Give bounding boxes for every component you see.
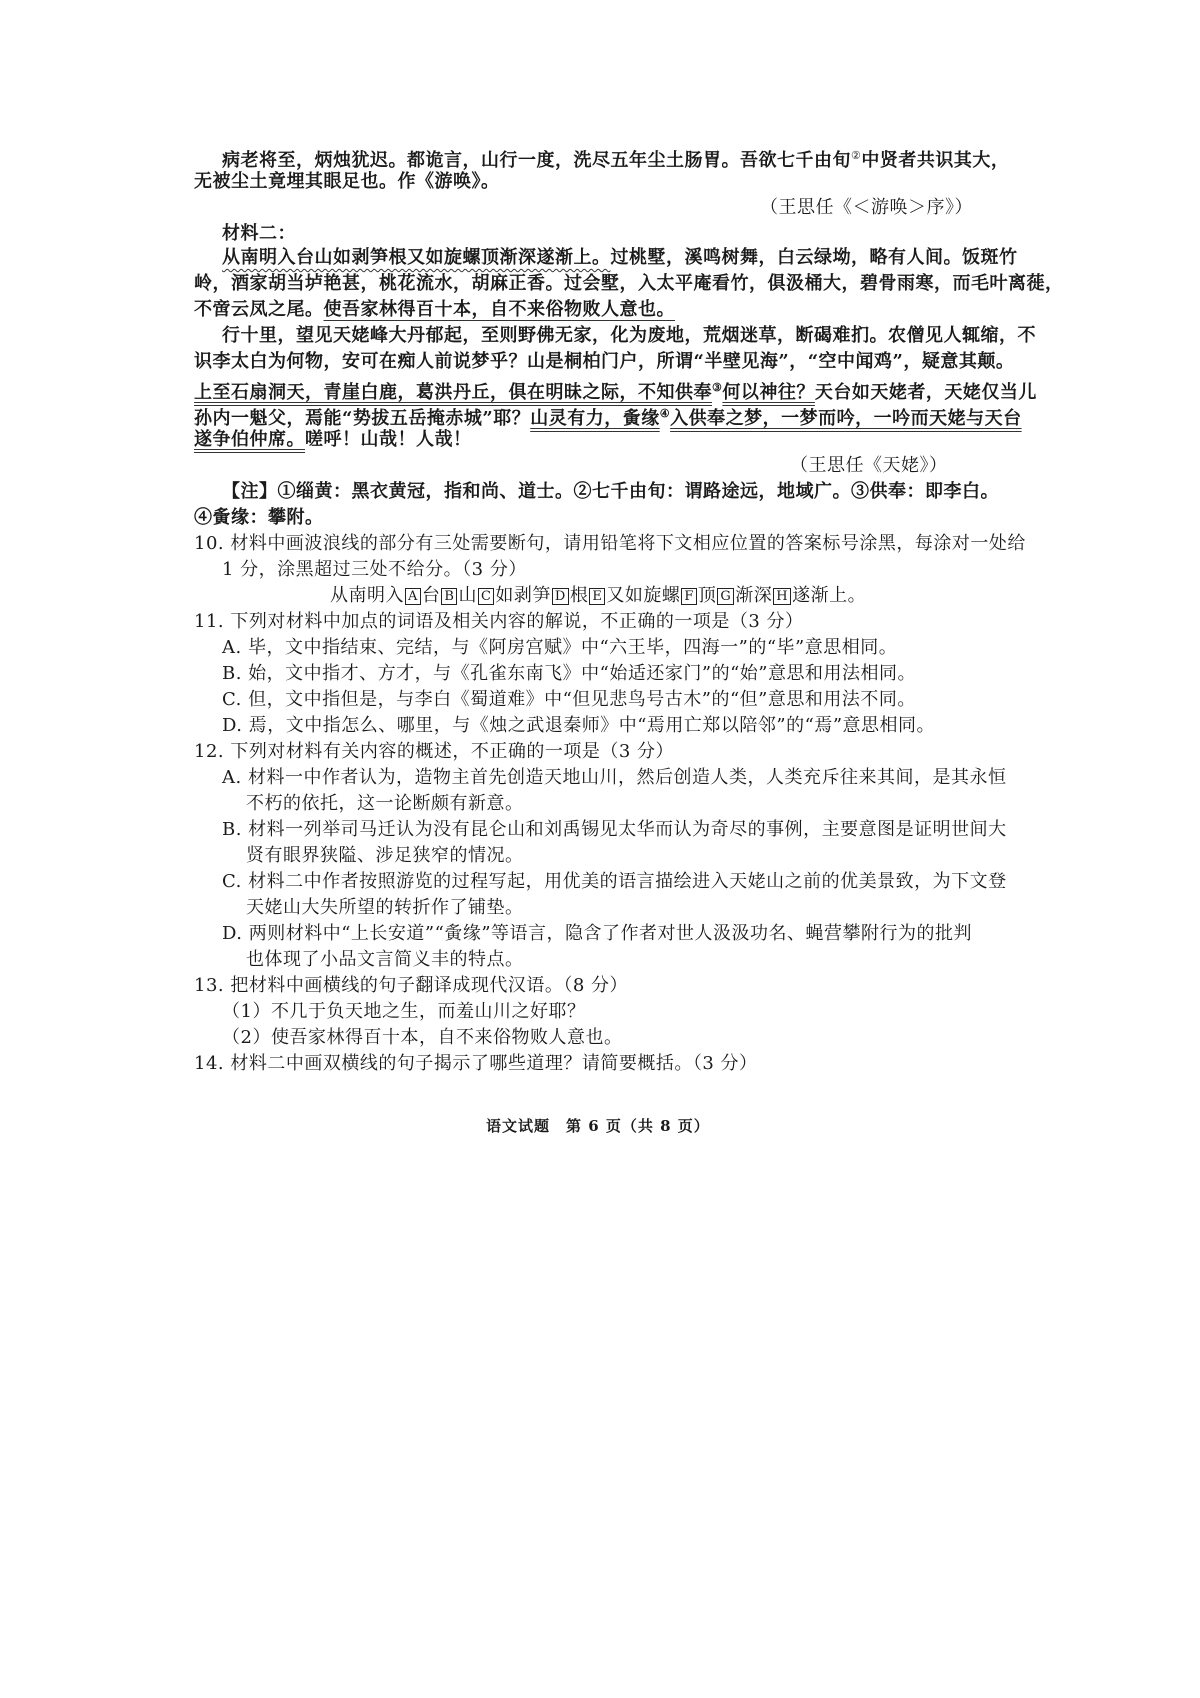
answer-mark-D[interactable]: D	[552, 588, 569, 605]
double-underline-2b: 入供奉之梦，一梦而吟，一吟而天姥与天台	[670, 408, 1022, 429]
material2-p1-line3-a: 不啻云凤之尾。	[194, 299, 324, 320]
material1-line2: 无被尘土竟埋其眼足也。作《游唤》。	[194, 171, 500, 192]
material2-source: （王思任《天姥》）	[790, 455, 948, 476]
material2-heading: 材料二：	[222, 223, 296, 244]
q12-option-a-line1[interactable]: A. 材料一中作者认为，造物主首先创造天地山川，然后创造人类，人类充斥往来其间，是其永恒	[222, 767, 1007, 788]
q10-seg-4: 根	[569, 585, 589, 606]
q10-seg-8: 遂渐上。	[792, 585, 867, 606]
q12-option-b-line1[interactable]: B. 材料一列举司马迁认为没有昆仑山和刘禹锡见太华而认为奇尽的事例，主要意图是证明世间大	[222, 819, 1007, 840]
q10-seg-6: 顶	[697, 585, 717, 606]
footnote-mark-2: ②	[851, 149, 862, 162]
q10-seg-7: 渐深	[735, 585, 773, 606]
material2-p1-line2: 岭，酒家胡当垆艳甚，桃花流水，胡麻正香。过会墅，入太平庵看竹，俱汲桶大，碧骨雨寒，而毛叶离蓰，	[194, 273, 1064, 294]
material2-p2-line2: 识李太白为何物，安可在痴人前说梦乎？山是桐柏门户，所谓“半壁见海”，“空中闻鸡”，疑意其颠。	[194, 351, 1015, 372]
q10-seg-3: 如剥笋	[495, 585, 551, 606]
q10-seg-2: 山	[458, 585, 477, 606]
q10-line2: 1 分，涂黑超过三处不给分。（3 分）	[222, 559, 527, 580]
q11-option-c[interactable]: C. 但，文中指但是，与李白《蜀道难》中“但见悲鸟号古木”的“但”意思和用法不同。	[222, 689, 916, 710]
material2-p1-line1	[222, 246, 1018, 270]
material2-p1-line1-rest: 过桃墅，溪鸣树舞，白云绿坳，略有人间。饭斑竹	[610, 247, 1018, 268]
footnote-mark-3: ③	[712, 381, 723, 394]
q12-stem: 12. 下列对材料有关内容的概述，不正确的一项是（3 分）	[194, 741, 675, 762]
q13-sentence-1: （1）不几于负天地之生，而羞山川之好耶？	[222, 1001, 586, 1022]
q11-option-d[interactable]: D. 焉，文中指怎么、哪里，与《烛之武退秦师》中“焉用亡郑以陪邻”的“焉”意思相同。	[222, 715, 936, 736]
q11-option-b[interactable]: B. 始，文中指才、方才，与《孔雀东南飞》中“始适还家门”的“始”意思和用法相同。	[222, 663, 916, 684]
q12-option-b-line2[interactable]: 贤有眼界狭隘、涉足狭窄的情况。	[246, 845, 524, 866]
q14-stem: 14. 材料二中画双横线的句子揭示了哪些道理？请简要概括。（3 分）	[194, 1053, 758, 1074]
material2-p2-line3	[194, 376, 1037, 405]
q12-option-d-line1[interactable]: D. 两则材料中“上长安道”“夤缘”等语言，隐含了作者对世人汲汲功名、蝇营攀附行为的批判	[222, 923, 973, 944]
double-underline-2c: 遂争伯仲席。	[194, 429, 305, 450]
answer-mark-F[interactable]: F	[681, 588, 697, 605]
page-footer: 语文试题 第 6 页（共 8 页）	[486, 1117, 710, 1135]
answer-mark-G[interactable]: G	[717, 588, 734, 605]
q10-seg-1: 台	[421, 585, 441, 606]
q10-sentence	[330, 584, 866, 608]
answer-mark-B[interactable]: B	[441, 588, 457, 605]
q11-option-a[interactable]: A. 毕，文中指结束、完结，与《阿房宫赋》中“六王毕，四海一”的“毕”意思相同。	[222, 637, 898, 658]
notes-line2: ④夤缘：攀附。	[194, 507, 324, 528]
footnote-mark-4: ④	[659, 407, 671, 420]
material1-line1	[222, 144, 1009, 173]
material2-p2-line4	[194, 402, 1022, 431]
q12-option-d-line2[interactable]: 也体现了小品文言简义丰的特点。	[246, 949, 524, 970]
q13-sentence-2: （2）使吾家林得百十本，自不来俗物败人意也。	[222, 1027, 623, 1048]
material2-p2-line4-a: 孙内一魁父，焉能“势拔五岳掩赤城”耶？	[194, 408, 531, 429]
q12-option-c-line1[interactable]: C. 材料二中作者按照游览的过程写起，用优美的语言描绘进入天姥山之前的优美景致，为下文登	[222, 871, 1007, 892]
q10-seg-0: 从南明入	[330, 585, 404, 606]
notes-line1: 【注】①缁黄：黑衣黄冠，指和尚、道士。②七千由旬：谓路途远，地域广。③供奉：即李白。	[222, 481, 999, 502]
answer-mark-H[interactable]: H	[773, 588, 791, 605]
answer-mark-E[interactable]: E	[589, 588, 605, 605]
answer-mark-C[interactable]: C	[478, 588, 494, 605]
material1-line1-a: 病老将至，炳烛犹迟。都诡言，山行一度，洗尽五年尘土肠胃。吾欲七千由旬	[222, 150, 851, 171]
material2-p2-line3-c: 天台如天姥者，天姥仅当儿	[814, 382, 1037, 403]
double-underline-1: 上至石扇洞天，青崖白鹿，葛洪丹丘，俱在明昧之际，不知供奉	[194, 382, 712, 403]
material2-p2-line5	[194, 428, 472, 452]
material1-line1-b: 中贤者共识其大，	[861, 150, 1010, 171]
wavy-line-passage: 从南明入台山如剥笋根又如旋螺顶渐深遂渐上。	[222, 247, 611, 268]
material2-p1-line3	[194, 298, 675, 322]
q12-option-c-line2[interactable]: 天姥山大失所望的转折作了铺垫。	[246, 897, 524, 918]
double-underline-2a: 山灵有力，夤缘	[530, 408, 660, 429]
material2-p2-line1: 行十里，望见天姥峰大丹郁起，至则野佛无家，化为废地，荒烟迷草，断碣难扪。农僧见人辄缩，不	[222, 325, 1036, 346]
q10-seg-5: 又如旋螺	[606, 585, 681, 606]
answer-mark-A[interactable]: A	[405, 588, 421, 605]
material1-source: （王思任《＜游唤＞序》）	[760, 197, 973, 218]
double-underline-1b: 何以神往？	[722, 382, 815, 403]
material2-p2-line5-b: 嗟呼！山哉！人哉！	[305, 429, 472, 450]
q12-option-a-line2[interactable]: 不朽的依托，这一论断颇有新意。	[246, 793, 524, 814]
q13-stem: 13. 把材料中画横线的句子翻译成现代汉语。（8 分）	[194, 975, 629, 996]
underlined-sentence-2: 使吾家林得百十本，自不来俗物败人意也。	[323, 299, 675, 320]
q11-stem: 11. 下列对材料中加点的词语及相关内容的解说，不正确的一项是（3 分）	[194, 611, 804, 632]
q10-line1: 10. 材料中画波浪线的部分有三处需要断句，请用铅笔将下文相应位置的答案标号涂黑，每涂对一处给	[194, 533, 1026, 554]
